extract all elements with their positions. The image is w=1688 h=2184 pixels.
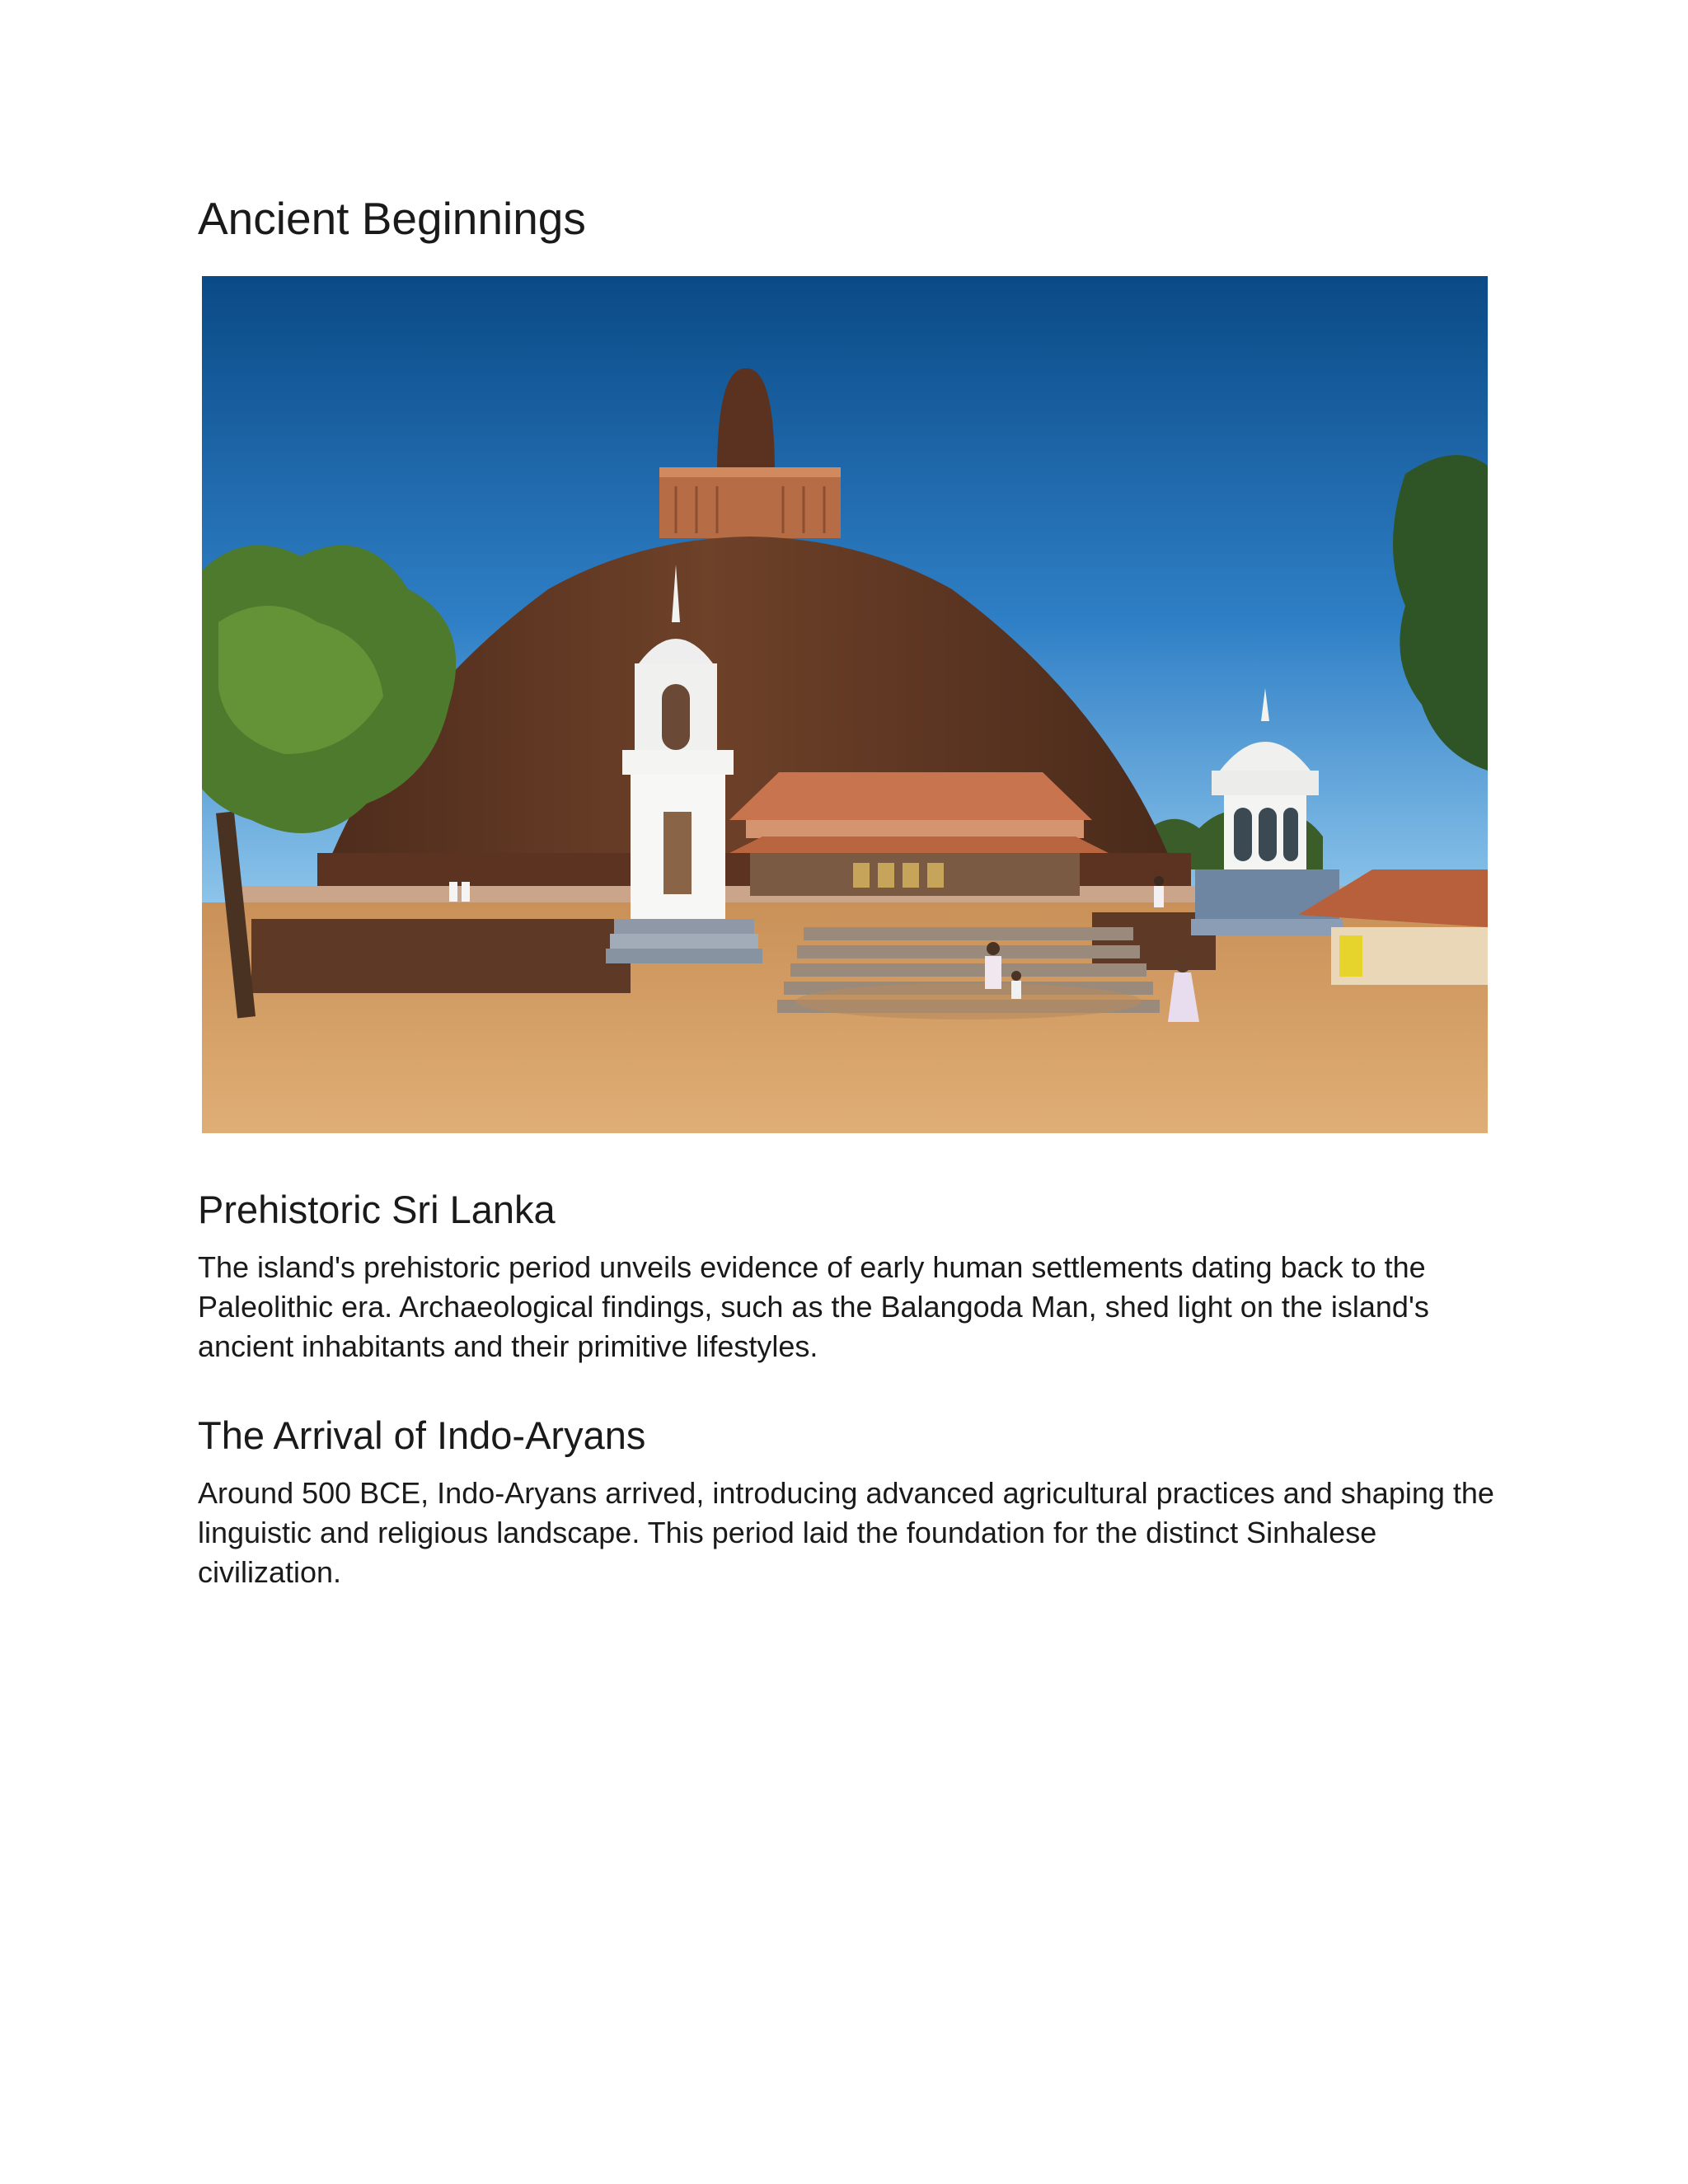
stupa-photo-illustration: [202, 276, 1488, 1133]
section-body-prehistoric: The island's prehistoric period unveils evidence of early human settlements dating back to the Paleolithic era. Archaeological findings, such as the Balangoda Man, shed light on the island's ancient inhabitants and their primitive lifestyles.: [198, 1250, 1429, 1363]
section-heading-indo-aryans: The Arrival of Indo-Aryans: [198, 1413, 646, 1457]
section-body-indo-aryans: Around 500 BCE, Indo-Aryans arrived, introducing advanced agricultural practices and shaping the linguistic and religious landscape. This period laid the foundation for the distinct Sinhalese civilization.: [198, 1476, 1494, 1589]
stupa-photo: [202, 276, 1488, 1133]
section-heading-prehistoric: Prehistoric Sri Lanka: [198, 1188, 556, 1231]
page-title: Ancient Beginnings: [198, 193, 586, 244]
